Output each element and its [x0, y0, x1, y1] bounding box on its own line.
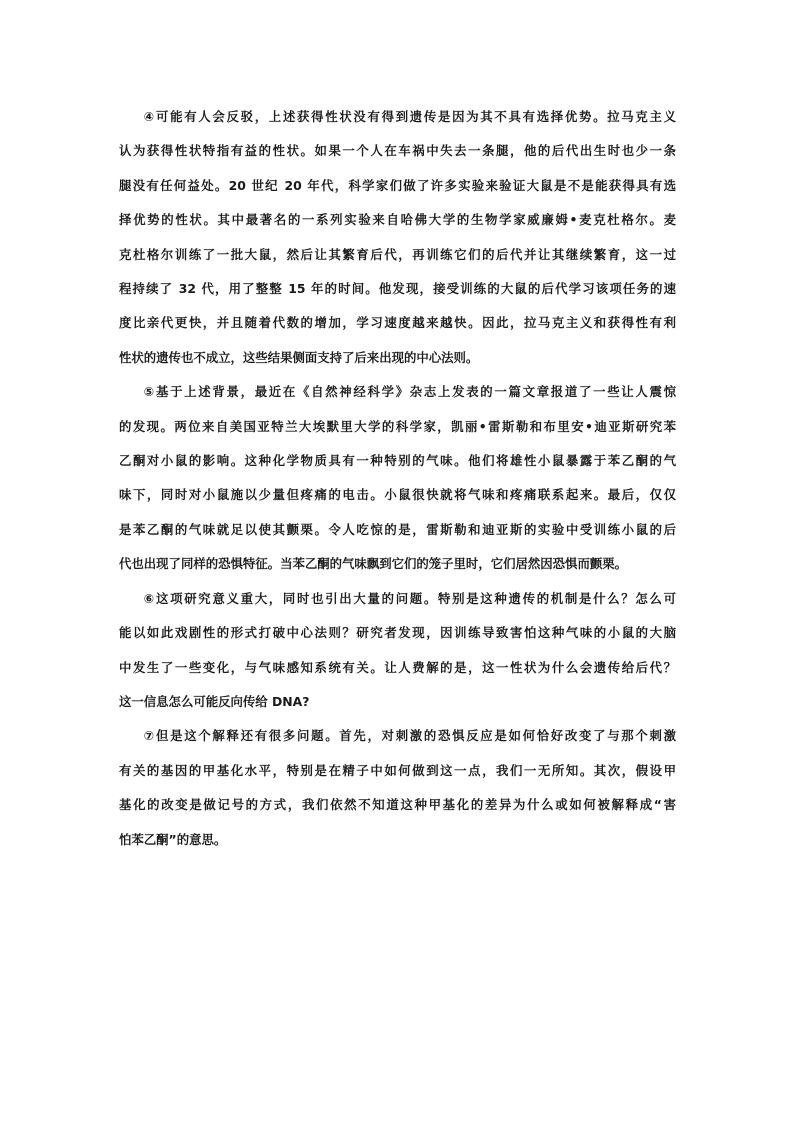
- paragraph-line: 的发现。两位来自美国亚特兰大埃默里大学的科学家，凯丽•雷斯勒和布里安•迪亚斯研究苯: [119, 418, 676, 434]
- paragraph-line: ⑦但是这个解释还有很多问题。首先，对刺激的恐惧反应是如何恰好改变了与那个刺激: [143, 728, 676, 744]
- paragraph-line: 味下，同时对小鼠施以少量但疼痛的电击。小鼠很快就将气味和疼痛联系起来。最后，仅仅: [119, 487, 676, 503]
- paragraph-7: [119, 719, 676, 857]
- paragraph-line: ⑤基于上述背景，最近在《自然神经科学》杂志上发表的一篇文章报道了一些让人震惊: [143, 384, 676, 400]
- document-body: [119, 100, 676, 857]
- paragraph-line: 腿没有任何益处。20 世纪 20 年代，科学家们做了许多实验来验证大鼠是不是能获得具有选: [119, 177, 676, 193]
- paragraph-line: 基化的改变是做记号的方式，我们依然不知道这种甲基化的差异为什么或如何被解释成“害: [119, 797, 676, 813]
- paragraph-line: 认为获得性状特指有益的性状。如果一个人在车祸中失去一条腿，他的后代出生时也少一条: [119, 143, 676, 159]
- paragraph-line: ④可能有人会反驳，上述获得性状没有得到遗传是因为其不具有选择优势。拉马克主义: [143, 109, 676, 124]
- paragraph-5: [119, 375, 676, 581]
- paragraph-line: 度比亲代更快，并且随着代数的增加，学习速度越来越快。因此，拉马克主义和获得性有利: [119, 315, 676, 331]
- paragraph-4: [119, 100, 676, 375]
- paragraph-line: 中发生了一些变化，与气味感知系统有关。让人费解的是，这一性状为什么会遗传给后代？: [119, 659, 676, 675]
- paragraph-line: 性状的遗传也不成立，这些结果侧面支持了后来出现的中心法则。: [119, 349, 479, 365]
- paragraph-line: 这一信息怎么可能反向传给 DNA?: [119, 693, 310, 709]
- paragraph-line: 代也出现了同样的恐惧特征。当苯乙酮的气味飘到它们的笼子里时，它们居然因恐惧而颤栗。: [119, 556, 628, 572]
- paragraph-line: 有关的基因的甲基化水平，特别是在精子中如何做到这一点，我们一无所知。其次，假设甲: [119, 762, 676, 778]
- paragraph-line: 能以如此戏剧性的形式打破中心法则？研究者发现，因训练导致害怕这种气味的小鼠的大脑: [119, 625, 676, 641]
- paragraph-line: 乙酮对小鼠的影响。这种化学物质具有一种特别的气味。他们将雄性小鼠暴露于苯乙酮的气: [119, 453, 676, 469]
- paragraph-6: [119, 582, 676, 720]
- paragraph-line: 程持续了 32 代，用了整整 15 年的时间。他发现，接受训练的大鼠的后代学习该项任务的速: [119, 281, 676, 297]
- paragraph-line: 克杜格尔训练了一批大鼠，然后让其繁育后代，再训练它们的后代并让其继续繁育，这一过: [119, 246, 676, 262]
- paragraph-line: 择优势的性状。其中最著名的一系列实验来自哈佛大学的生物学家威廉姆•麦克杜格尔。麦: [119, 212, 676, 228]
- paragraph-line: ⑥这项研究意义重大，同时也引出大量的问题。特别是这种遗传的机制是什么？怎么可: [143, 590, 676, 606]
- paragraph-line: 怕苯乙酮”的意思。: [119, 831, 227, 847]
- paragraph-line: 是苯乙酮的气味就足以使其颤栗。令人吃惊的是，雷斯勒和迪亚斯的实验中受训练小鼠的后: [119, 521, 676, 537]
